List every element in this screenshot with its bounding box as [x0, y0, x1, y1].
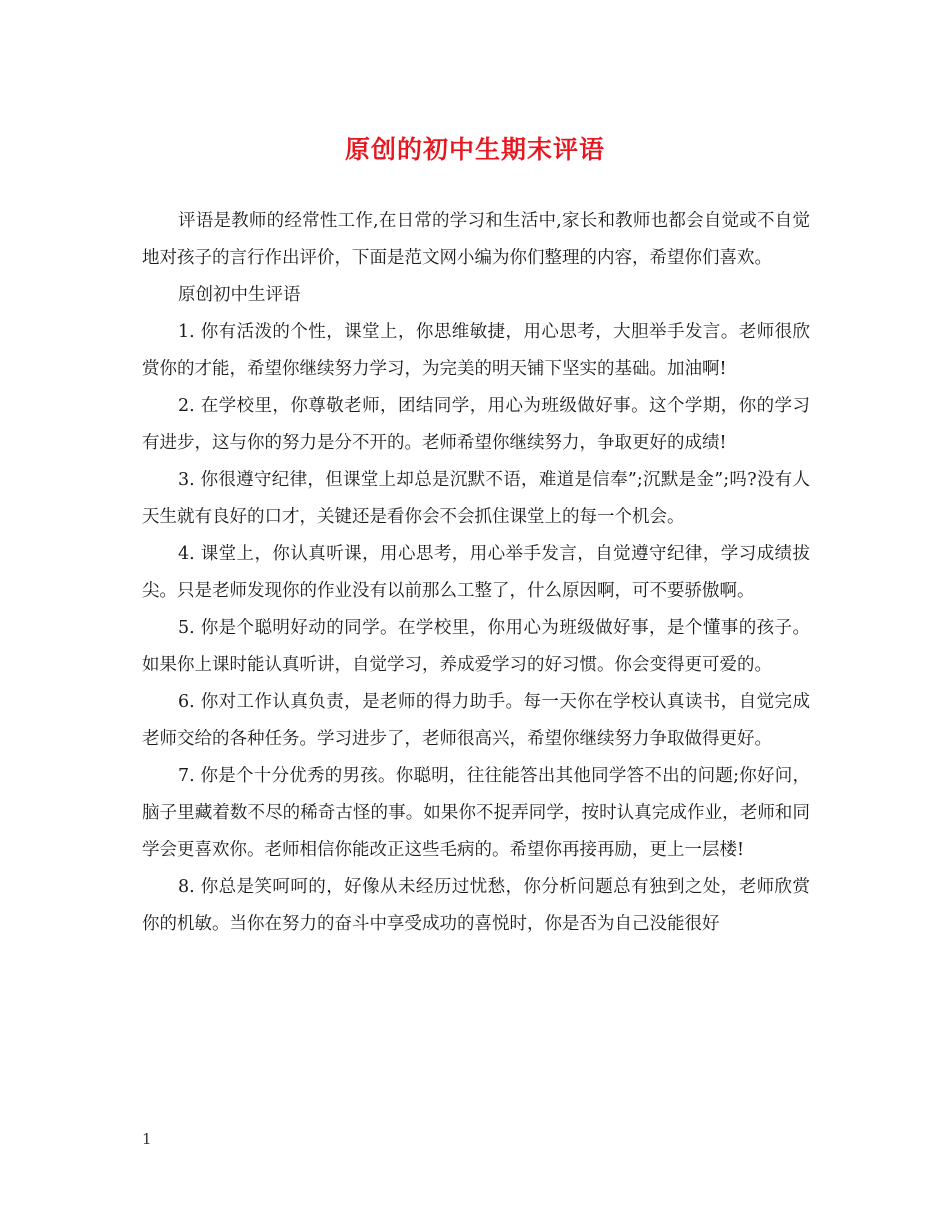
comment-paragraph-4: 4. 课堂上，你认真听课，用心思考，用心举手发言，自觉遵守纪律，学习成绩拔尖。只是老师发现你的作业没有以前那么工整了，什么原因啊，可不要骄傲啊。: [142, 544, 810, 601]
comment-paragraph-5: 5. 你是个聪明好动的同学。在学校里，你用心为班级做好事，是个懂事的孩子。如果你上课时能认真听讲，自觉学习，养成爱学习的好习惯。你会变得更可爱的。: [142, 618, 810, 675]
document-title: 原创的初中生期末评语: [344, 135, 605, 164]
section-heading: 原创初中生评语: [178, 285, 301, 305]
comment-paragraph-3: 3. 你很遵守纪律，但课堂上却总是沉默不语，难道是信奉”;沉默是金”;吗?没有人天生就有良好的口才，关键还是看你会不会抓住课堂上的每一个机会。: [142, 470, 810, 527]
comment-paragraph-8: 8. 你总是笑呵呵的，好像从未经历过忧愁，你分析问题总有独到之处，老师欣赏你的机敏。当你在努力的奋斗中享受成功的喜悦时，你是否为自己没能很好: [142, 877, 810, 934]
comment-paragraph-6: 6. 你对工作认真负责，是老师的得力助手。每一天你在学校认真读书，自觉完成老师交给的各种任务。学习进步了，老师很高兴，希望你继续努力争取做得更好。: [142, 692, 810, 749]
intro-paragraph: 评语是教师的经常性工作,在日常的学习和生活中,家长和教师也都会自觉或不自觉地对孩子的言行作出评价，下面是范文网小编为你们整理的内容，希望你们喜欢。: [142, 211, 810, 268]
comment-paragraph-7: 7. 你是个十分优秀的男孩。你聪明，往往能答出其他同学答不出的问题;你好问，脑子里藏着数不尽的稀奇古怪的事。如果你不捉弄同学，按时认真完成作业，老师和同学会更喜欢你。老师相信你能改正这些毛病的。希望你再接再励，更上一层楼!: [142, 766, 810, 860]
comment-paragraph-1: 1. 你有活泼的个性，课堂上，你思维敏捷，用心思考，大胆举手发言。老师很欣赏你的才能，希望你继续努力学习，为完美的明天铺下坚实的基础。加油啊!: [142, 322, 810, 379]
document-body: [142, 203, 810, 943]
comment-paragraph-2: 2. 在学校里，你尊敬老师，团结同学，用心为班级做好事。这个学期，你的学习有进步，这与你的努力是分不开的。老师希望你继续努力，争取更好的成绩!: [142, 396, 810, 453]
page-number: 1: [142, 1130, 152, 1148]
